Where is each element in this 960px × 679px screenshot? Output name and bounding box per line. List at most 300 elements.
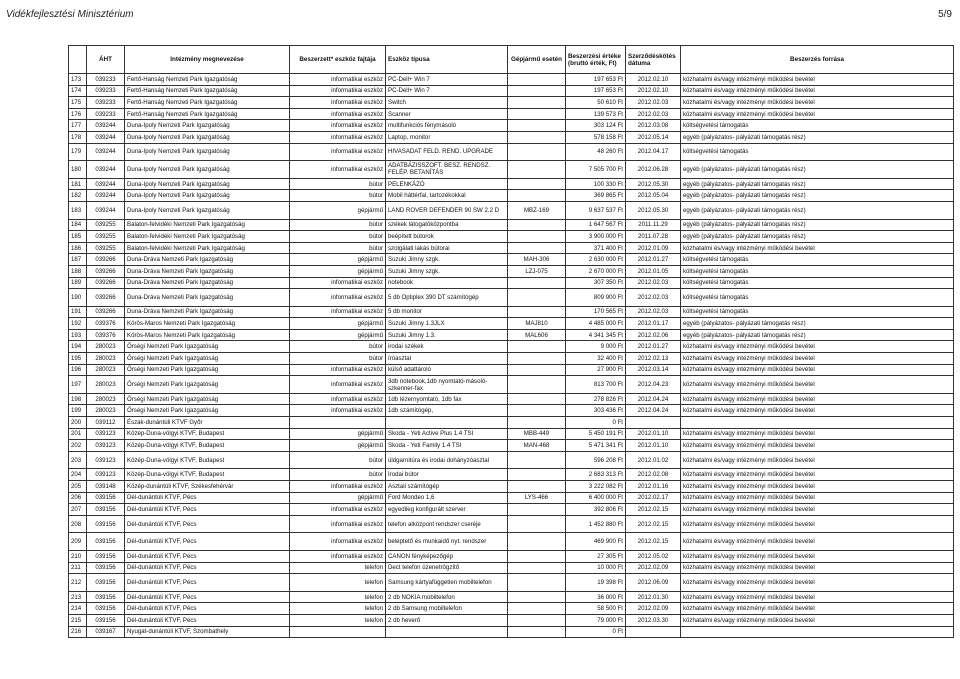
vehicle-plate [508,562,566,574]
aht-code: 280023 [87,341,125,353]
asset-kind: bútor [290,469,386,481]
table-row [69,504,954,516]
col-header-contract-date: Szerződéskötés dátuma [626,46,681,74]
asset-type: Samsung kártyafüggetlen mobiltelefon [386,574,508,592]
vehicle-plate [508,143,566,161]
vehicle-plate [508,219,566,231]
table-row [69,74,954,86]
institution-name: Közép-dunántúli KTVF, Székesfehérvár [125,481,290,493]
row-number: 177 [69,120,87,132]
purchase-value: 278 826 Ft [566,393,626,405]
purchase-value: 303 436 Ft [566,405,626,417]
aht-code: 039156 [87,591,125,603]
col-header-aht: ÁHT [87,46,125,74]
purchase-value: 32 400 Ft [566,353,626,365]
asset-kind: informatikai eszköz [290,108,386,120]
vehicle-plate [508,353,566,365]
row-number: 192 [69,318,87,330]
table-row [69,161,954,179]
table-row [69,277,954,289]
table-row [69,451,954,469]
aht-code: 039156 [87,550,125,562]
institution-name: Balaton-felvidéki Nemzeti Park Igazgatóság [125,231,290,243]
institution-name: Dél-dunántúli KTVF, Pécs [125,515,290,533]
institution-name: Fertő-Hanság Nemzeti Park Igazgatóság [125,108,290,120]
vehicle-plate [508,231,566,243]
row-number: 191 [69,306,87,318]
contract-date: 2012.02.03 [626,277,681,289]
contract-date: 2012.01.16 [626,481,681,493]
institution-name: Nyugat-dunántúli KTVF, Szombathely [125,626,290,638]
funding-source: költségvetési támogatás [681,306,954,318]
asset-kind: informatikai eszköz [290,74,386,86]
asset-kind: informatikai eszköz [290,131,386,143]
contract-date: 2012.03.30 [626,614,681,626]
institution-name: Dél-dunántúli KTVF, Pécs [125,533,290,551]
vehicle-plate [508,393,566,405]
col-header-value: Beszerzési értéke (bruttó érték, Ft) [566,46,626,74]
funding-source: közhatalmi és/vagy intézményi működési bevétel [681,574,954,592]
vehicle-plate [508,614,566,626]
aht-code: 280023 [87,376,125,394]
aht-code: 280023 [87,393,125,405]
row-number: 181 [69,178,87,190]
contract-date [626,626,681,638]
institution-name: Dél-dunántúli KTVF, Pécs [125,504,290,516]
table-row [69,190,954,202]
contract-date: 2012.03.14 [626,364,681,376]
purchase-value: 9 000 Ft [566,341,626,353]
col-header-asset-kind: Beszerzett* eszköz fajtája [290,46,386,74]
contract-date: 2012.01.05 [626,265,681,277]
institution-name: Őrségi Nemzeti Park Igazgatóság [125,364,290,376]
vehicle-plate [508,574,566,592]
asset-kind: bútor [290,451,386,469]
contract-date: 2012.02.15 [626,504,681,516]
row-number: 201 [69,428,87,440]
institution-name: Duna-Dráva Nemzeti Park Igazgatóság [125,306,290,318]
funding-source: közhatalmi és/vagy intézményi működési bevétel [681,405,954,417]
funding-source: költségvetési támogatás [681,289,954,307]
asset-kind: informatikai eszköz [290,364,386,376]
vehicle-plate [508,515,566,533]
table-row [69,353,954,365]
asset-kind: gépjármű [290,329,386,341]
table-row [69,85,954,97]
asset-type: Laptop, monitor [386,131,508,143]
asset-kind: bútor [290,190,386,202]
purchase-value: 9 637 537 Ft [566,201,626,219]
aht-code: 039266 [87,265,125,277]
funding-source: közhatalmi és/vagy intézményi működési bevétel [681,364,954,376]
funding-source: közhatalmi és/vagy intézményi működési bevétel [681,451,954,469]
institution-name: Közép-Duna-völgyi KTVF, Budapest [125,469,290,481]
vehicle-plate [508,504,566,516]
table-row [69,364,954,376]
institution-name: Fertő-Hanság Nemzeti Park Igazgatóság [125,74,290,86]
institution-name: Balaton-felvidéki Nemzeti Park Igazgatóság [125,219,290,231]
procurement-table [68,45,954,638]
aht-code: 039233 [87,85,125,97]
asset-kind: informatikai eszköz [290,376,386,394]
aht-code: 039266 [87,254,125,266]
table-row [69,120,954,132]
asset-type: 2 db Samsung mobiltelefon [386,603,508,615]
row-number: 197 [69,376,87,394]
purchase-value: 4 485 000 Ft [566,318,626,330]
table-row [69,289,954,307]
asset-kind: gépjármű [290,265,386,277]
institution-name: Duna-Dráva Nemzeti Park Igazgatóság [125,277,290,289]
row-number: 200 [69,417,87,429]
institution-name: Dél-dunántúli KTVF, Pécs [125,550,290,562]
contract-date: 2012.01.10 [626,428,681,440]
asset-type: beépített bútorok [386,231,508,243]
aht-code: 039255 [87,231,125,243]
table-row [69,219,954,231]
row-number: 185 [69,231,87,243]
institution-name: Dél-dunántúli KTVF, Pécs [125,614,290,626]
purchase-value: 307 350 Ft [566,277,626,289]
row-number: 203 [69,451,87,469]
vehicle-plate [508,161,566,179]
funding-source: közhatalmi és/vagy intézményi működési bevétel [681,97,954,109]
purchase-value: 392 806 Ft [566,504,626,516]
aht-code: 039376 [87,318,125,330]
vehicle-plate [508,341,566,353]
asset-kind: bútor [290,353,386,365]
page-number: 5/9 [938,9,952,20]
col-header-vehicle: Gépjármű esetén [508,46,566,74]
table-row [69,97,954,109]
vehicle-plate: MAJ810 [508,318,566,330]
institution-name: Körös-Maros Nemzeti Park Igazgatóság [125,329,290,341]
aht-code: 039244 [87,201,125,219]
purchase-value: 371 400 Ft [566,242,626,254]
contract-date: 2012.02.13 [626,353,681,365]
contract-date: 2012.02.03 [626,289,681,307]
table-row [69,614,954,626]
row-number: 210 [69,550,87,562]
row-number: 212 [69,574,87,592]
purchase-value: 100 330 Ft [566,178,626,190]
asset-type: 3db notebook,1db nyomtató-másoló-szkenner-fax [386,376,508,394]
purchase-value: 2 630 000 Ft [566,254,626,266]
aht-code: 280023 [87,364,125,376]
contract-date: 2012.01.30 [626,591,681,603]
funding-source: közhatalmi és/vagy intézményi működési bevétel [681,591,954,603]
table-row [69,178,954,190]
asset-kind: informatikai eszköz [290,306,386,318]
aht-code: 039266 [87,277,125,289]
table-row [69,428,954,440]
asset-type: PC-Dell+ Win 7 [386,85,508,97]
asset-kind: gépjármű [290,254,386,266]
asset-kind: informatikai eszköz [290,277,386,289]
row-number: 198 [69,393,87,405]
vehicle-plate [508,306,566,318]
aht-code: 039156 [87,504,125,516]
aht-code: 039156 [87,614,125,626]
purchase-value: 2 670 000 Ft [566,265,626,277]
asset-type: 5 db monitor [386,306,508,318]
funding-source: közhatalmi és/vagy intézményi működési bevétel [681,550,954,562]
purchase-value: 36 000 Ft [566,591,626,603]
row-number: 174 [69,85,87,97]
vehicle-plate [508,626,566,638]
row-number: 214 [69,603,87,615]
funding-source: egyéb (pályázatos- pályázati támogatás rész) [681,178,954,190]
row-number: 178 [69,131,87,143]
aht-code: 039233 [87,108,125,120]
funding-source: közhatalmi és/vagy intézményi működési bevétel [681,376,954,394]
institution-name: Közép-Duna-völgyi KTVF, Budapest [125,451,290,469]
purchase-value: 369 865 Ft [566,190,626,202]
vehicle-plate [508,481,566,493]
asset-type: Suzuki Jimny 1.3. [386,329,508,341]
row-number: 190 [69,289,87,307]
contract-date: 2012.05.04 [626,190,681,202]
asset-kind: bútor [290,219,386,231]
contract-date: 2012.02.17 [626,492,681,504]
asset-type: ADATBÁZISSZOFT. BESZ. RENDSZ. FELÉP. BETANÍTÁS [386,161,508,179]
contract-date: 2012.02.15 [626,533,681,551]
vehicle-plate: MAL606 [508,329,566,341]
institution-name: Dél-dunántúli KTVF, Pécs [125,574,290,592]
funding-source: egyéb (pályázatos- pályázati támogatás rész) [681,329,954,341]
vehicle-plate [508,533,566,551]
asset-type: Mobil háttérfal, tartozékokkal [386,190,508,202]
funding-source: költségvetési támogatás [681,254,954,266]
asset-type: szolgálati lakás bútorai [386,242,508,254]
aht-code: 039123 [87,428,125,440]
funding-source: közhatalmi és/vagy intézményi működési bevétel [681,562,954,574]
asset-kind: gépjármű [290,201,386,219]
purchase-value: 3 222 082 Ft [566,481,626,493]
purchase-value: 170 565 Ft [566,306,626,318]
vehicle-plate: LZJ-075 [508,265,566,277]
asset-kind: gépjármű [290,440,386,452]
row-number: 199 [69,405,87,417]
funding-source: egyéb (pályázatos- pályázati támogatás rész) [681,161,954,179]
contract-date [626,417,681,429]
row-number: 188 [69,265,87,277]
purchase-value: 596 208 Ft [566,451,626,469]
row-number: 209 [69,533,87,551]
contract-date: 2012.02.06 [626,329,681,341]
purchase-value: 0 Ft [566,417,626,429]
funding-source: közhatalmi és/vagy intézményi működési bevétel [681,603,954,615]
funding-source: költségvetési támogatás [681,120,954,132]
aht-code: 039266 [87,306,125,318]
asset-kind: bútor [290,231,386,243]
aht-code: 280023 [87,405,125,417]
purchase-value: 19 398 Ft [566,574,626,592]
purchase-value: 3 900 000 Ft [566,231,626,243]
funding-source [681,417,954,429]
funding-source: költségvetési támogatás [681,143,954,161]
table-header-row [69,46,954,74]
table-row [69,440,954,452]
table-row [69,393,954,405]
institution-name: Őrségi Nemzeti Park Igazgatóság [125,376,290,394]
asset-kind: informatikai eszköz [290,161,386,179]
vehicle-plate [508,108,566,120]
asset-type: notebook [386,277,508,289]
purchase-value: 197 653 Ft [566,85,626,97]
table-row [69,481,954,493]
purchase-value: 50 610 Ft [566,97,626,109]
purchase-value: 58 500 Ft [566,603,626,615]
vehicle-plate [508,178,566,190]
funding-source: közhatalmi és/vagy intézményi működési bevétel [681,515,954,533]
aht-code: 039156 [87,533,125,551]
funding-source: egyéb (pályázatos- pályázati támogatás rész) [681,201,954,219]
aht-code: 039233 [87,97,125,109]
row-number: 202 [69,440,87,452]
asset-type [386,417,508,429]
vehicle-plate: LYS-466 [508,492,566,504]
asset-type: Irodai bútor [386,469,508,481]
table-row [69,131,954,143]
asset-type: külső adattároló [386,364,508,376]
vehicle-plate: MAN-468 [508,440,566,452]
institution-name: Duna-Dráva Nemzeti Park Igazgatóság [125,265,290,277]
vehicle-plate [508,469,566,481]
contract-date: 2012.05.02 [626,550,681,562]
vehicle-plate [508,376,566,394]
row-number: 175 [69,97,87,109]
funding-source: közhatalmi és/vagy intézményi működési bevétel [681,533,954,551]
asset-kind: informatikai eszköz [290,289,386,307]
aht-code: 039156 [87,562,125,574]
table-row [69,341,954,353]
institution-name: Őrségi Nemzeti Park Igazgatóság [125,405,290,417]
asset-type: 1db számítógép, [386,405,508,417]
aht-code: 039244 [87,190,125,202]
contract-date: 2012.01.09 [626,242,681,254]
table-row [69,318,954,330]
contract-date: 2012.02.03 [626,97,681,109]
vehicle-plate [508,190,566,202]
asset-type: Scanner [386,108,508,120]
col-header-asset-type: Eszköz típusa [386,46,508,74]
asset-kind: bútor [290,242,386,254]
row-number: 173 [69,74,87,86]
contract-date: 2012.05.14 [626,131,681,143]
vehicle-plate [508,417,566,429]
asset-kind: telefon [290,591,386,603]
purchase-value: 7 505 700 Ft [566,161,626,179]
row-number: 186 [69,242,87,254]
table-row [69,515,954,533]
table-row [69,201,954,219]
asset-type: irodai székek [386,341,508,353]
vehicle-plate [508,289,566,307]
purchase-value: 5 471 341 Ft [566,440,626,452]
asset-type: PELENKÁZÓ [386,178,508,190]
asset-kind: informatikai eszköz [290,120,386,132]
ministry-header: Vidékfejlesztési Minisztérium [6,9,134,20]
asset-type: multifunkciós fénymásoló [386,120,508,132]
aht-code: 039123 [87,469,125,481]
table-row [69,626,954,638]
asset-type: üldgarnitúra és irodai dohányzóasztal [386,451,508,469]
vehicle-plate [508,120,566,132]
vehicle-plate [508,405,566,417]
table-row [69,231,954,243]
funding-source: egyéb (pályázatos- pályázati támogatás rész) [681,190,954,202]
asset-type: CANON fényképezőgép [386,550,508,562]
purchase-value: 10 000 Ft [566,562,626,574]
funding-source: közhatalmi és/vagy intézményi működési bevétel [681,469,954,481]
purchase-value: 2 683 313 Ft [566,469,626,481]
vehicle-plate [508,74,566,86]
row-number: 187 [69,254,87,266]
asset-kind: bútor [290,341,386,353]
col-header-source: Beszerzés forrása [681,46,954,74]
asset-kind: informatikai eszköz [290,405,386,417]
asset-kind: gépjármű [290,318,386,330]
funding-source: közhatalmi és/vagy intézményi működési bevétel [681,393,954,405]
aht-code: 039244 [87,131,125,143]
table-row [69,376,954,394]
asset-type: Suzuki Jimny 1.3JLX [386,318,508,330]
vehicle-plate [508,85,566,97]
row-number: 176 [69,108,87,120]
vehicle-plate [508,277,566,289]
row-number: 205 [69,481,87,493]
funding-source [681,626,954,638]
row-number: 216 [69,626,87,638]
institution-name: Duna-Ipoly Nemzeti Park Igazgatóság [125,143,290,161]
row-number: 182 [69,190,87,202]
table-row [69,417,954,429]
aht-code: 039156 [87,574,125,592]
asset-type: 2 db heverő [386,614,508,626]
asset-type: HIVASADAT FELD. REND. UPGRADE [386,143,508,161]
contract-date: 2012.04.24 [626,393,681,405]
funding-source: közhatalmi és/vagy intézményi működési bevétel [681,440,954,452]
contract-date: 2012.01.10 [626,440,681,452]
institution-name: Duna-Ipoly Nemzeti Park Igazgatóság [125,161,290,179]
aht-code: 039123 [87,440,125,452]
contract-date: 2012.02.09 [626,562,681,574]
table-row [69,242,954,254]
table-row [69,550,954,562]
purchase-value: 27 900 Ft [566,364,626,376]
purchase-value: 578 158 Ft [566,131,626,143]
institution-name: Fertő-Hanság Nemzeti Park Igazgatóság [125,85,290,97]
purchase-value: 4 341 345 Ft [566,329,626,341]
table-row [69,108,954,120]
funding-source: közhatalmi és/vagy intézményi működési bevétel [681,428,954,440]
purchase-value: 813 700 Ft [566,376,626,394]
vehicle-plate [508,603,566,615]
funding-source: egyéb (pályázatos- pályázati támogatás rész) [681,318,954,330]
asset-kind: gépjármű [290,428,386,440]
asset-kind: telefon [290,562,386,574]
purchase-value: 469 900 Ft [566,533,626,551]
asset-kind [290,626,386,638]
asset-kind: telefon [290,614,386,626]
asset-type: 5 db Optiplex 390 DT számítógép [386,289,508,307]
contract-date: 2012.02.15 [626,515,681,533]
asset-type: Skoda - Yeti Family 1.4 TSI [386,440,508,452]
table-row [69,492,954,504]
funding-source: közhatalmi és/vagy intézményi működési bevétel [681,353,954,365]
purchase-value: 303 124 Ft [566,120,626,132]
